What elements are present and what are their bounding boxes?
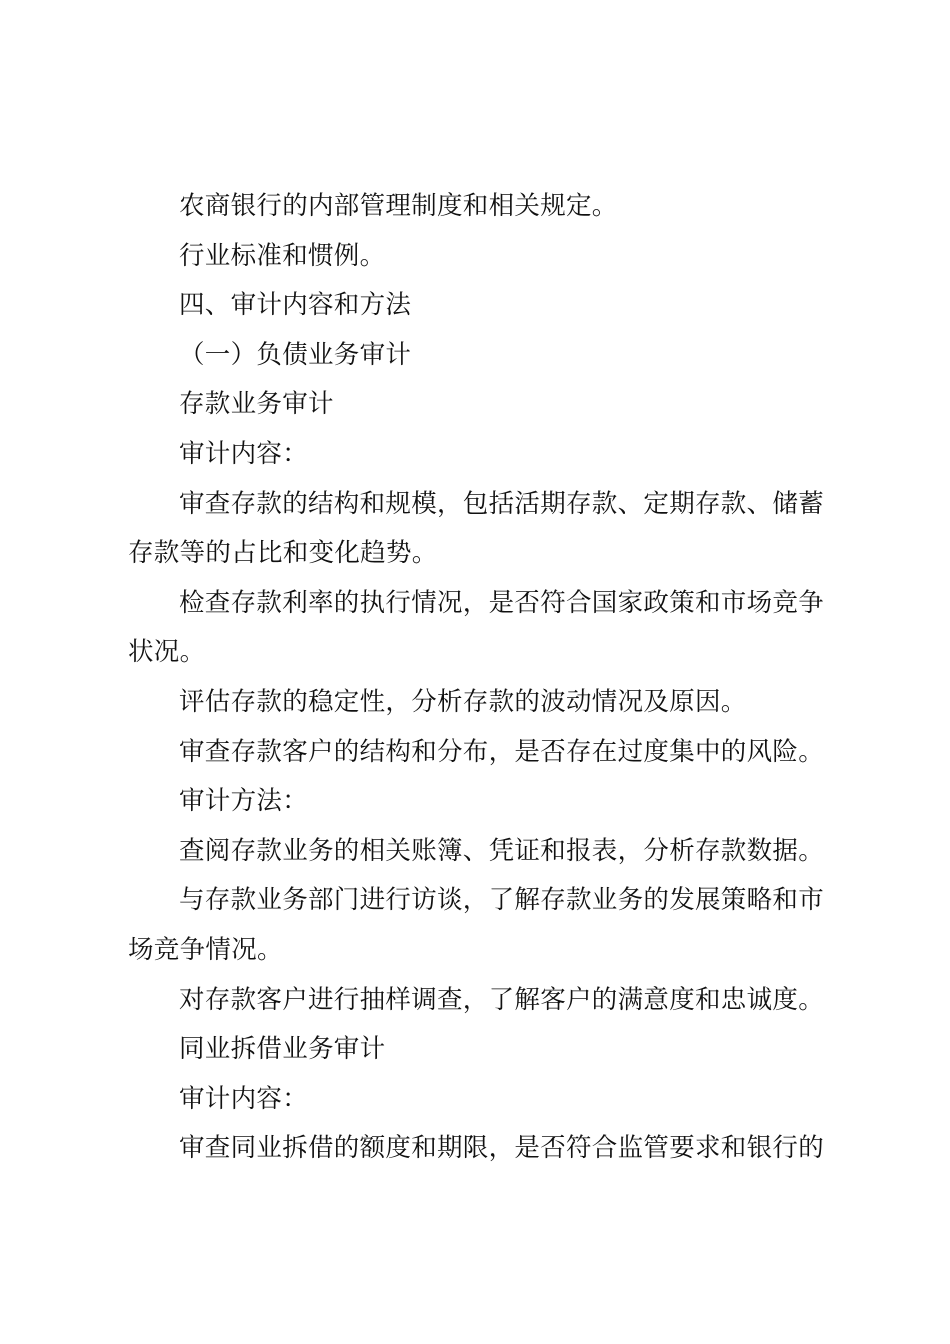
section-heading-audit-content-methods: 四、审计内容和方法 bbox=[179, 290, 412, 321]
paragraph-deposit-structure: 审查存款的结构和规模，包括活期存款、定期存款、储蓄存款等的占比和变化趋势。 bbox=[128, 488, 825, 569]
label-audit-content: 审计内容： bbox=[179, 438, 309, 469]
paragraph-deposit-rate: 检查存款利率的执行情况，是否符合国家政策和市场竞争状况。 bbox=[128, 587, 825, 668]
paragraph-industry-standards: 行业标准和惯例。 bbox=[179, 240, 386, 271]
paragraph-interbank-limits: 审查同业拆借的额度和期限，是否符合监管要求和银行的 bbox=[179, 1133, 825, 1164]
paragraph-review-records: 查阅存款业务的相关账簿、凭证和报表，分析存款数据。 bbox=[179, 835, 825, 866]
document-body bbox=[128, 182, 834, 1174]
heading-interbank-lending-audit: 同业拆借业务审计 bbox=[179, 1034, 386, 1065]
subsection-heading-liability-audit: （一）负债业务审计 bbox=[179, 339, 412, 370]
paragraph-deposit-stability: 评估存款的稳定性，分析存款的波动情况及原因。 bbox=[179, 686, 747, 717]
label-audit-method: 审计方法： bbox=[179, 786, 309, 817]
paragraph-internal-rules: 农商银行的内部管理制度和相关规定。 bbox=[179, 191, 618, 221]
heading-deposit-audit: 存款业务审计 bbox=[179, 389, 334, 420]
label-audit-content-2: 审计内容： bbox=[179, 1083, 309, 1114]
paragraph-customer-survey: 对存款客户进行抽样调查，了解客户的满意度和忠诚度。 bbox=[179, 984, 825, 1015]
paragraph-deposit-customers: 审查存款客户的结构和分布，是否存在过度集中的风险。 bbox=[179, 736, 825, 767]
paragraph-interviews: 与存款业务部门进行访谈，了解存款业务的发展策略和市场竞争情况。 bbox=[128, 885, 825, 965]
